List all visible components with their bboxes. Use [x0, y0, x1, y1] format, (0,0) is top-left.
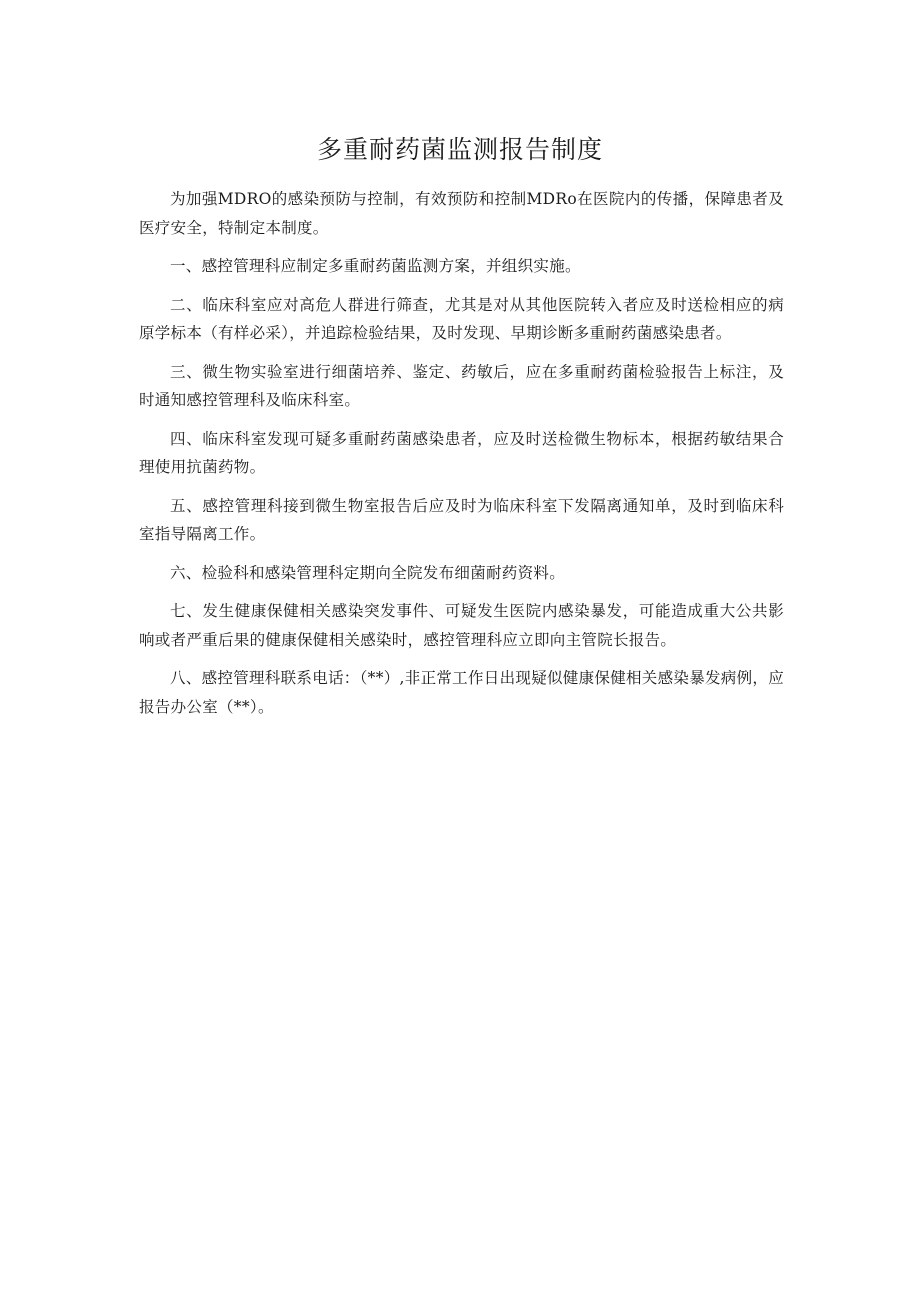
clause-4-paragraph: 四、临床科室发现可疑多重耐药菌感染患者，应及时送检微生物标本，根据药敏结果合理使用抗菌药物。 — [139, 429, 784, 476]
clause-1-paragraph: 一、感控管理科应制定多重耐药菌监测方案，并组织实施。 — [170, 257, 581, 275]
clause-7-paragraph: 七、发生健康保健相关感染突发事件、可疑发生医院内感染暴发，可能造成重大公共影响或者严重后果的健康保健相关感染时，感控管理科应立即向主管院长报告。 — [139, 602, 784, 649]
clause-5-paragraph: 五、感控管理科接到微生物室报告后应及时为临床科室下发隔离通知单，及时到临床科室指导隔离工作。 — [139, 496, 784, 543]
clause-8-paragraph: 八、感控管理科联系电话：（**）,非正常工作日出现疑似健康保健相关感染暴发病例，应报告办公室（**）。 — [139, 669, 784, 716]
document-body — [139, 185, 784, 731]
clause-6-paragraph: 六、检验科和感染管理科定期向全院发布细菌耐药资料。 — [170, 563, 566, 582]
clause-2-paragraph: 二、临床科室应对高危人群进行筛查，尤其是对从其他医院转入者应及时送检相应的病原学标本（有样必采），并追踪检验结果，及时发现、早期诊断多重耐药菌感染患者。 — [139, 295, 784, 342]
document-title: 多重耐药菌监测报告制度 — [316, 135, 603, 164]
intro-paragraph: 为加强MDRO的感染预防与控制，有效预防和控制MDRo在医院内的传播，保障患者及医疗安全，特制定本制度。 — [139, 190, 784, 237]
clause-3-paragraph: 三、微生物实验室进行细菌培养、鉴定、药敏后，应在多重耐药菌检验报告上标注，及时通知感控管理科及临床科室。 — [139, 362, 784, 409]
